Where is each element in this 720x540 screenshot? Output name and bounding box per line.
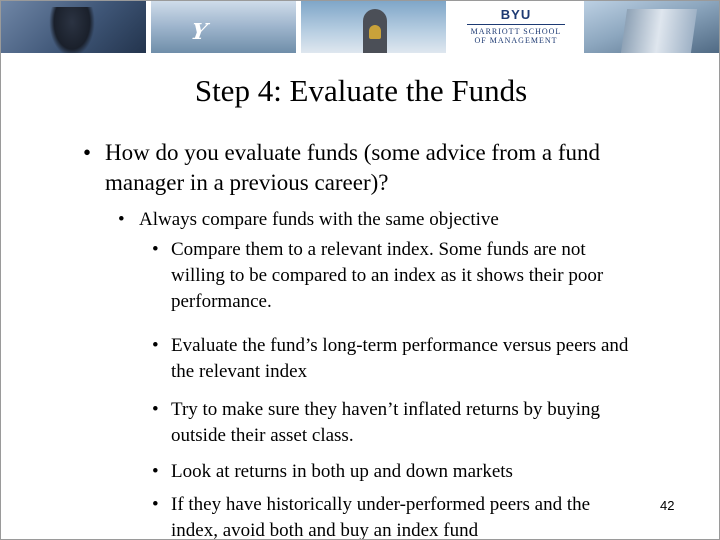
bullet-text: Always compare funds with the same objective — [139, 209, 499, 230]
bell-icon — [369, 25, 381, 39]
logo-subtitle-2: OF MANAGEMENT — [474, 36, 558, 45]
bell-tower-icon — [363, 9, 387, 53]
bell-tower-photo — [301, 1, 446, 53]
building-facade — [621, 9, 697, 53]
logo-divider — [467, 24, 565, 25]
bullet-dot: • — [152, 239, 159, 260]
bullet-text: Evaluate the fund’s long-term performance versus peers and the relevant index — [171, 335, 629, 382]
bullet-text: How do you evaluate funds (some advice from a fund manager in a previous career)? — [105, 140, 600, 195]
building-photo — [584, 1, 720, 53]
bullet-text: If they have historically under-performed peers and the index, avoid both and buy an index fund — [171, 494, 591, 540]
y-mountain-logo: Y — [186, 19, 213, 45]
bullet-dot: • — [118, 209, 125, 230]
bullet-dot: • — [152, 461, 159, 482]
bullet-text: Compare them to a relevant index. Some funds are not willing to be compared to an index as it shows their poor performance. — [171, 239, 604, 312]
slide-title: Step 4: Evaluate the Funds — [194, 73, 528, 108]
slide-number: 42 — [660, 498, 675, 513]
byu-marriott-logo — [451, 1, 581, 53]
statue-photo — [1, 1, 146, 53]
header-banner — [1, 1, 720, 53]
bullet-text: Try to make sure they haven’t inflated returns by buying outside their asset class. — [171, 399, 601, 446]
bullet-dot: • — [83, 140, 92, 165]
mountain-y-photo — [151, 1, 296, 53]
bullet-text: Look at returns in both up and down markets — [171, 461, 513, 482]
statue-figure — [49, 7, 95, 53]
bullet-dot: • — [152, 335, 159, 356]
logo-title: BYU — [500, 7, 532, 22]
logo-subtitle-1: MARRIOTT SCHOOL — [470, 27, 562, 36]
bullet-dot: • — [152, 399, 159, 420]
bullet-dot: • — [152, 494, 159, 515]
